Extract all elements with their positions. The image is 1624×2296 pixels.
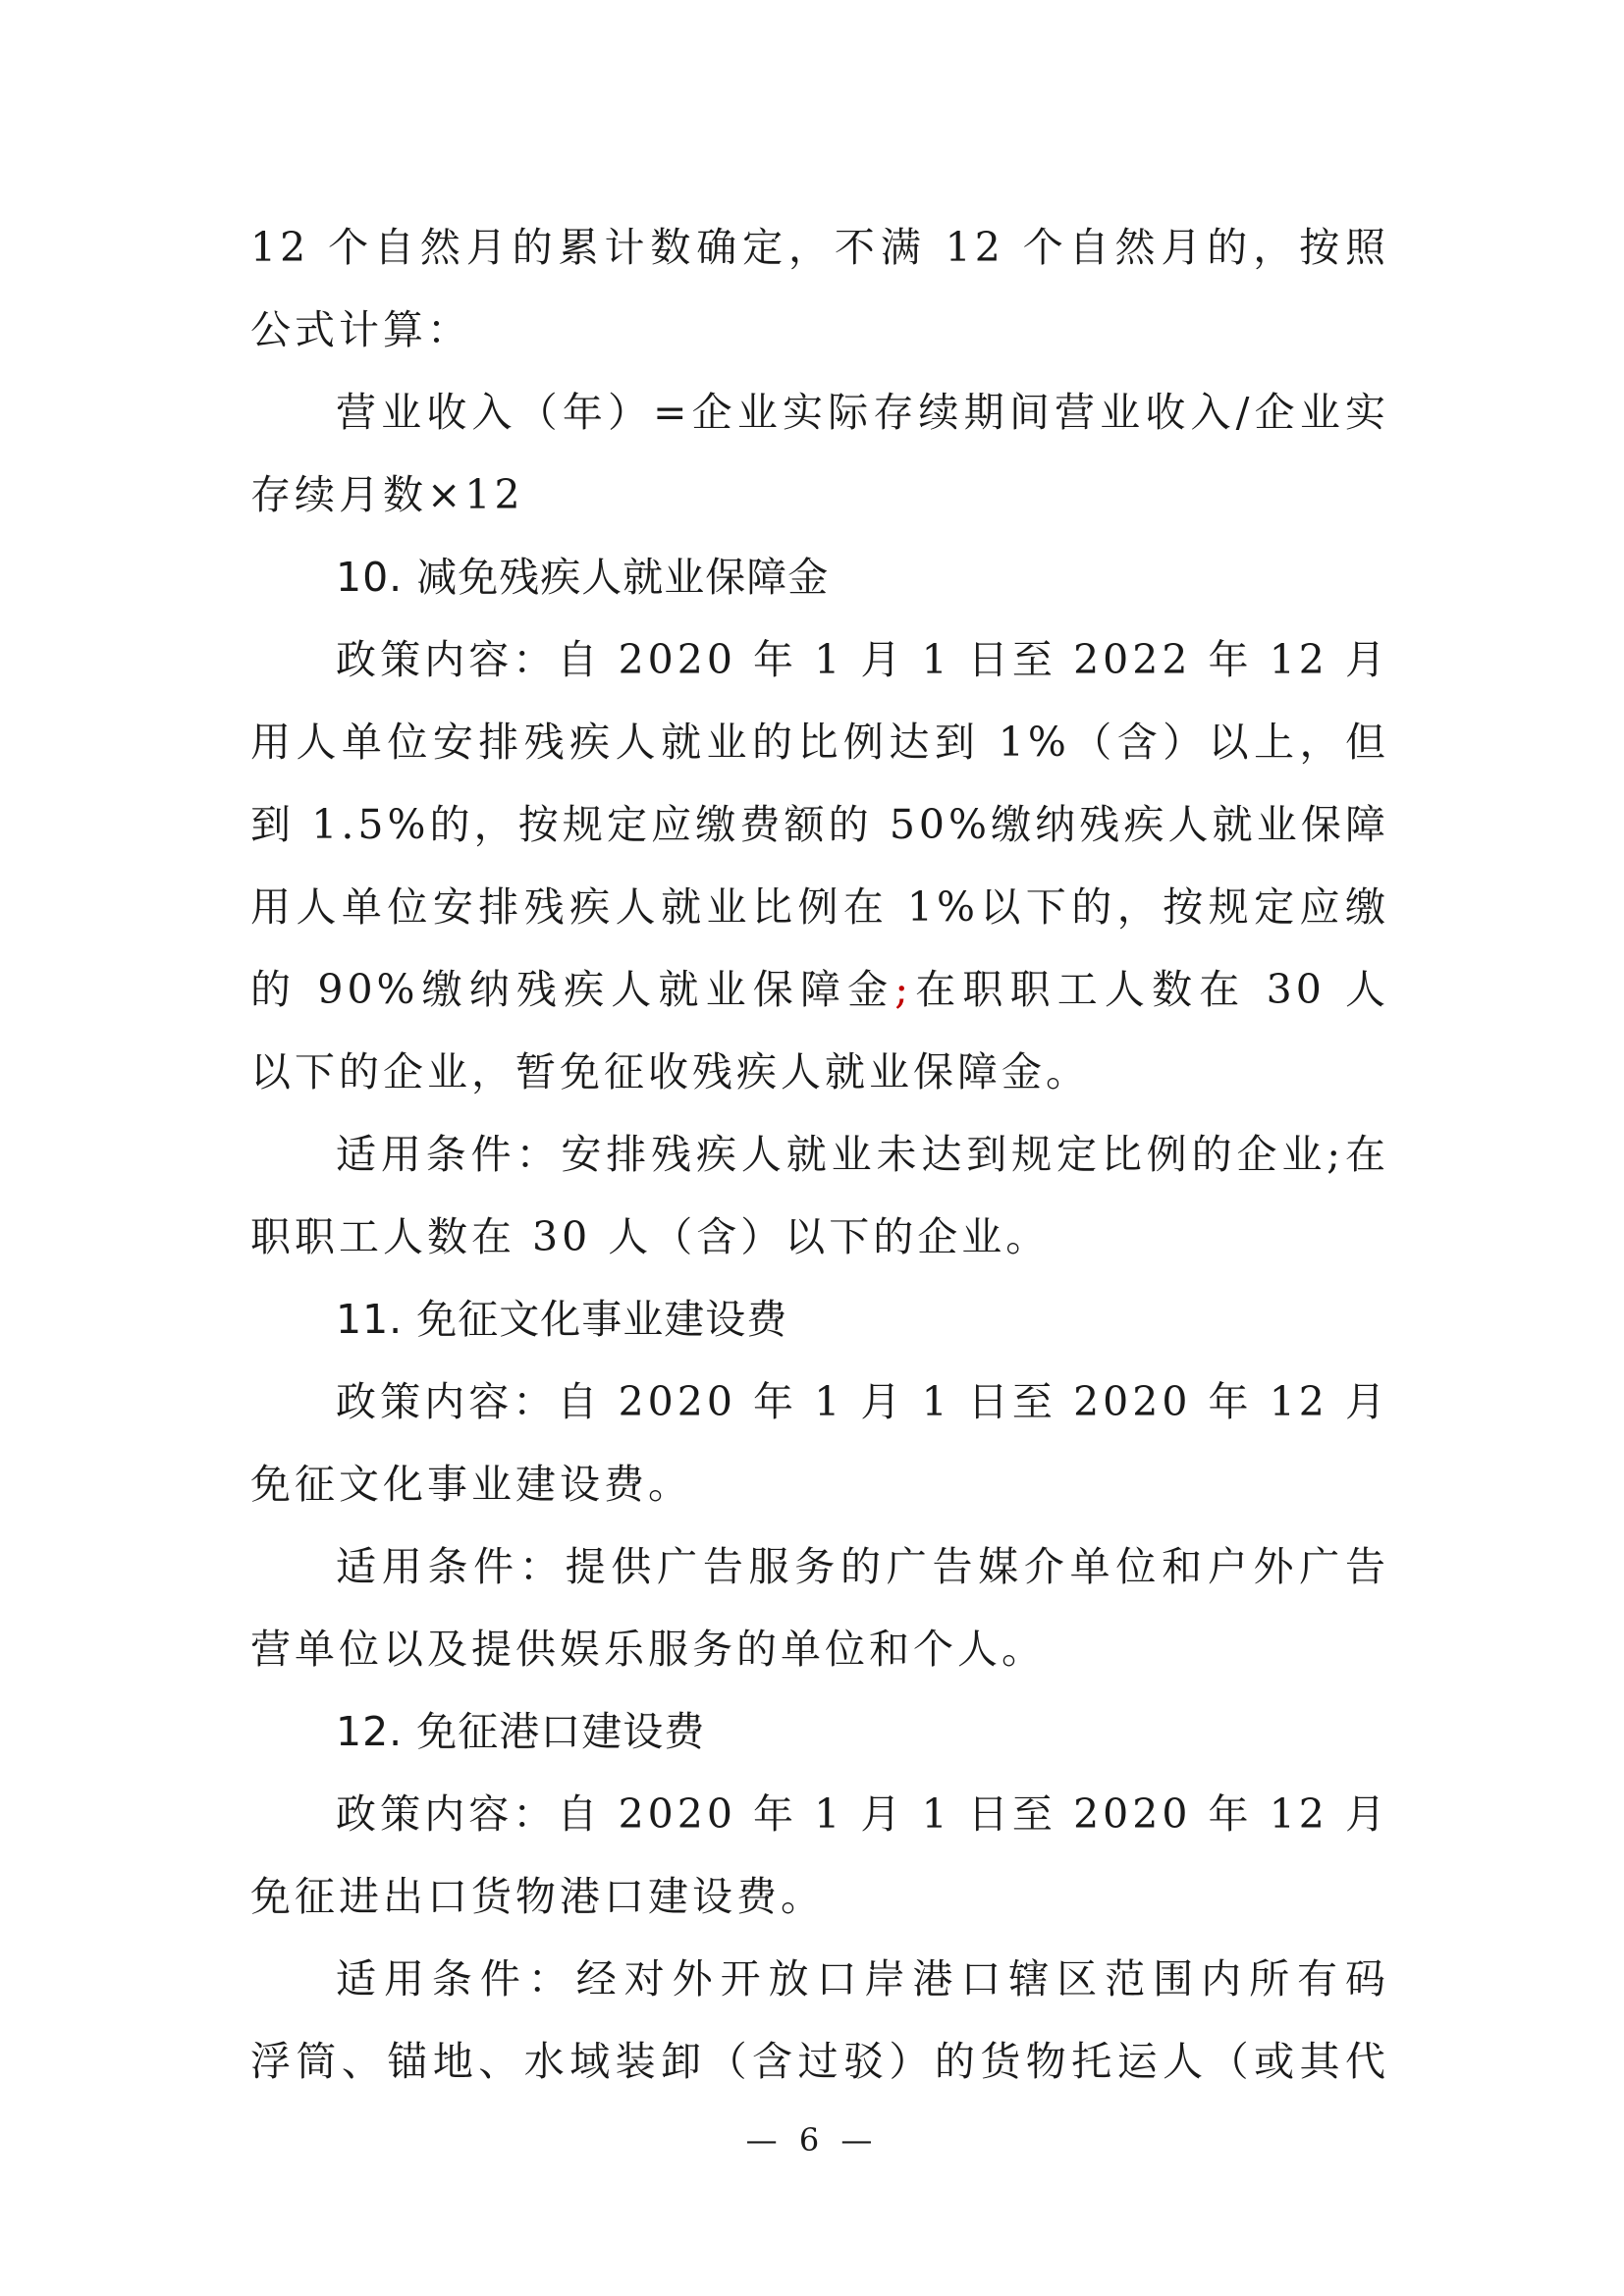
- paragraph-line: 政策内容：自 2020 年 1 月 1 日至 2022 年 12 月: [336, 636, 1389, 683]
- paragraph-line: 适用条件：安排残疾人就业未达到规定比例的企业;在: [336, 1131, 1389, 1178]
- paragraph-line: 政策内容：自 2020 年 1 月 1 日至 2020 年 12 月: [336, 1378, 1389, 1425]
- paragraph-line: 到 1.5%的，按规定应缴费额的 50%缴纳残疾人就业保障: [250, 801, 1389, 848]
- formula-line: 营业收入（年）=企业实际存续期间营业收入/企业实: [336, 389, 1389, 436]
- paragraph-line: 政策内容：自 2020 年 1 月 1 日至 2020 年 12 月: [336, 1790, 1389, 1838]
- paragraph-line: [250, 960, 1389, 1019]
- section-heading-11: 11. 免征文化事业建设费: [336, 1296, 788, 1343]
- paragraph-line: 职职工人数在 30 人（含）以下的企业。: [250, 1213, 1051, 1260]
- formula-line: 存续月数×12: [250, 471, 524, 518]
- paragraph-line: 免征文化事业建设费。: [250, 1461, 692, 1508]
- section-heading-12: 12. 免征港口建设费: [336, 1708, 706, 1755]
- paragraph-line: 以下的企业，暂免征收残疾人就业保障金。: [250, 1048, 1090, 1095]
- paragraph-line: 免征进出口货物港口建设费。: [250, 1873, 825, 1920]
- section-heading-10: 10. 减免残疾人就业保障金: [336, 554, 830, 601]
- paragraph-line: 用人单位安排残疾人就业比例在 1%以下的，按规定应缴: [250, 883, 1389, 931]
- line-segment: 在职职工人数在 30 人: [912, 966, 1389, 1013]
- page-number: — 6 —: [745, 2121, 879, 2159]
- paragraph-line: 适用条件：提供广告服务的广告媒介单位和户外广告: [336, 1543, 1389, 1590]
- paragraph-line: 12 个自然月的累计数确定，不满 12 个自然月的，按照: [250, 224, 1389, 271]
- paragraph-line: 营单位以及提供娱乐服务的单位和个人。: [250, 1626, 1046, 1673]
- paragraph-line: 用人单位安排残疾人就业的比例达到 1%（含）以上，但: [250, 719, 1389, 766]
- red-semicolon: ;: [894, 966, 913, 1013]
- paragraph-line: 适用条件：经对外开放口岸港口辖区范围内所有码: [336, 1955, 1389, 2002]
- paragraph-line: 公式计算：: [250, 306, 471, 353]
- line-segment: 的 90%缴纳残疾人就业保障金: [250, 966, 895, 1013]
- paragraph-line: 浮筒、锚地、水域装卸（含过驳）的货物托运人（或其代: [250, 2038, 1389, 2085]
